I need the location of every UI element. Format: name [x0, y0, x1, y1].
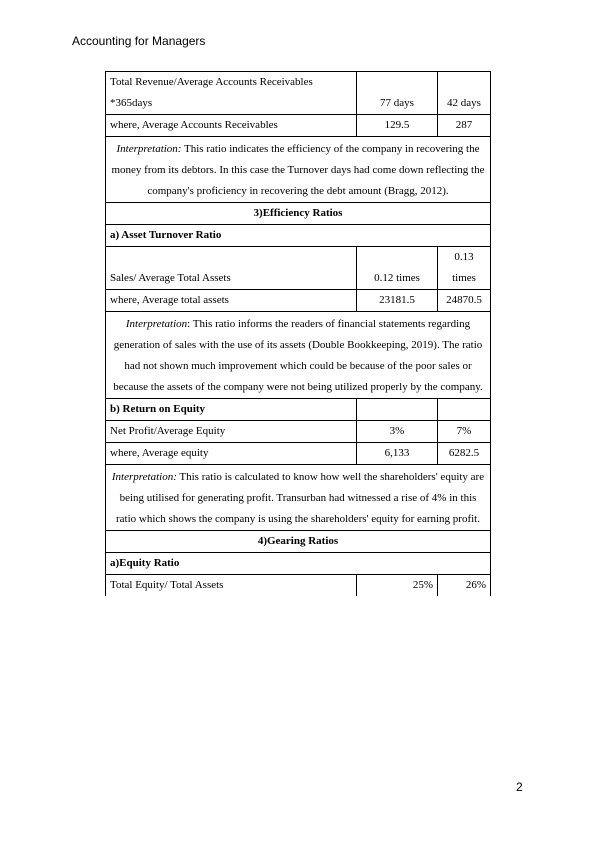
interpretation-label: Interpretation:: [111, 471, 177, 483]
subsection-heading: b) Return on Equity: [106, 399, 357, 421]
value-cell-year1: 6,133: [357, 443, 438, 465]
interpretation-cell: [106, 137, 491, 203]
ratio-table: [105, 71, 491, 596]
value-cell-year1: 0.12 times: [357, 247, 438, 290]
table-row: [106, 72, 491, 115]
table-row: [106, 290, 491, 312]
table-row: [106, 247, 491, 290]
value-cell-year2: 24870.5: [438, 290, 491, 312]
value-cell-year2: 42 days: [438, 72, 491, 115]
value-cell-year2: 6282.5: [438, 443, 491, 465]
value-cell-year2: 7%: [438, 421, 491, 443]
table-row: [106, 115, 491, 137]
interpretation-label: Interpretation: [125, 318, 188, 330]
table-row: [106, 421, 491, 443]
subsection-heading: a)Equity Ratio: [106, 553, 491, 575]
interpretation-text: : This ratio informs the readers of financial statements regarding generation of sales with the use of its assets (Double Bookkeeping, 2019). The ratio had not shown much improvement which could be because of the poor sales or because the assets of the company were not being utilized properly by the company.: [113, 318, 483, 393]
interpretation-text: This ratio indicates the efficiency of the company in recovering the money from its debtors. In this case the Turnover days had come down reflecting the company's proficiency in recovering the debt amount (Bragg, 2012).: [111, 143, 485, 197]
page-number: 2: [516, 780, 523, 794]
value-cell-year1: 3%: [357, 421, 438, 443]
table-row: [106, 312, 491, 399]
table-row: [106, 465, 491, 531]
value-line: times: [452, 272, 476, 284]
section-heading: 4)Gearing Ratios: [106, 531, 491, 553]
table-row: [106, 443, 491, 465]
formula-cell: where, Average equity: [106, 443, 357, 465]
table-row: [106, 575, 491, 597]
table-row: [106, 137, 491, 203]
formula-cell: [106, 72, 357, 115]
formula-cell: Sales/ Average Total Assets: [106, 247, 357, 290]
value-cell-year1: 25%: [357, 575, 438, 597]
formula-line: Total Revenue/Average Accounts Receivables: [110, 76, 313, 88]
table-row: [106, 203, 491, 225]
formula-cell: where, Average total assets: [106, 290, 357, 312]
interpretation-cell: [106, 312, 491, 399]
value-cell-year2: [438, 247, 491, 290]
empty-cell: [438, 399, 491, 421]
formula-cell: Total Equity/ Total Assets: [106, 575, 357, 597]
subsection-heading: a) Asset Turnover Ratio: [106, 225, 491, 247]
running-header: Accounting for Managers: [72, 34, 206, 48]
interpretation-label: Interpretation:: [116, 143, 182, 155]
table-row: [106, 225, 491, 247]
formula-cell: where, Average Accounts Receivables: [106, 115, 357, 137]
interpretation-cell: [106, 465, 491, 531]
value-cell-year1: 129.5: [357, 115, 438, 137]
empty-cell: [357, 399, 438, 421]
value-cell-year1: 23181.5: [357, 290, 438, 312]
section-heading: 3)Efficiency Ratios: [106, 203, 491, 225]
value-cell-year1: 77 days: [357, 72, 438, 115]
interpretation-text: This ratio is calculated to know how well the shareholders' equity are being utilised for generating profit. Transurban had witnessed a rise of 4% in this ratio which shows the company is using the shareholders' equity for earning profit.: [116, 471, 485, 525]
table-row: [106, 399, 491, 421]
value-cell-year2: 287: [438, 115, 491, 137]
formula-line: *365days: [110, 97, 153, 109]
table-row: [106, 553, 491, 575]
formula-cell: Net Profit/Average Equity: [106, 421, 357, 443]
table-row: [106, 531, 491, 553]
value-line: 0.13: [454, 251, 474, 263]
value-cell-year2: 26%: [438, 575, 491, 597]
